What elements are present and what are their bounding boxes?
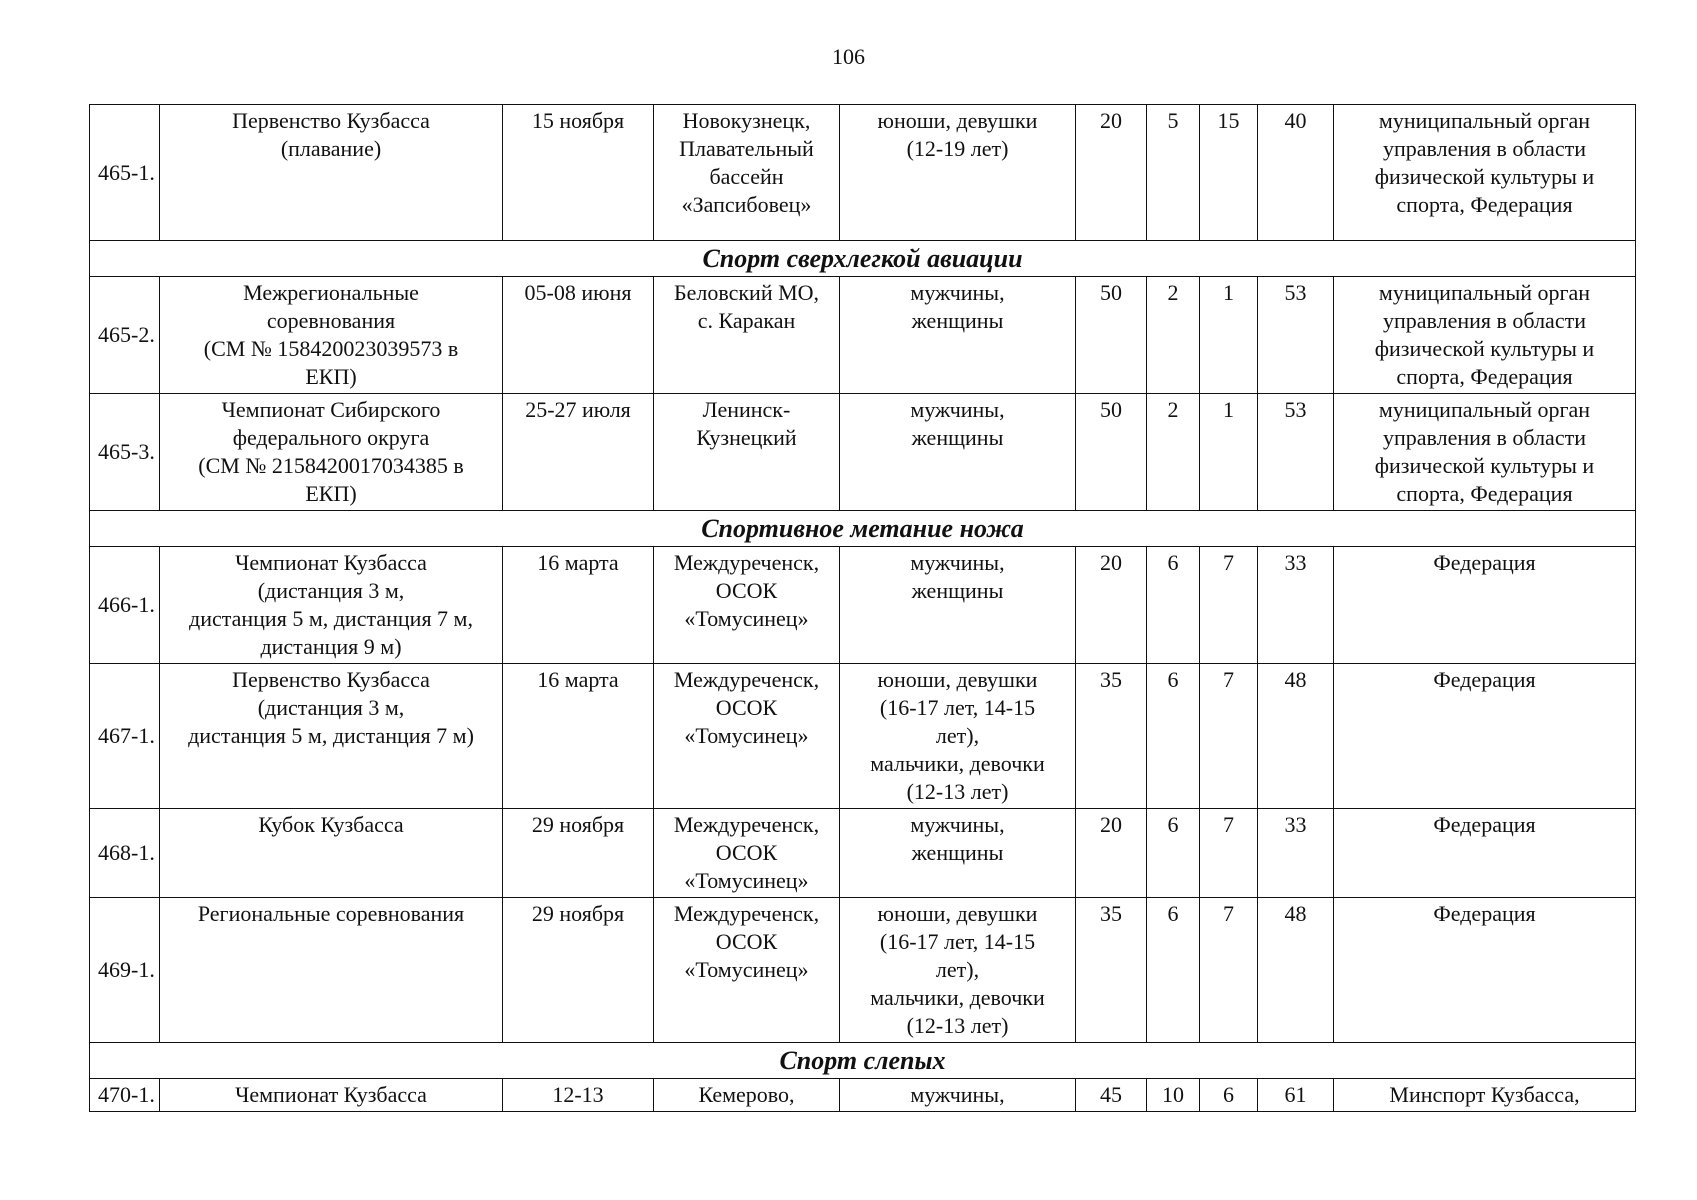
event-place-cell [654,105,840,241]
judges-count-cell: 6 [1147,547,1200,664]
event-name-cell [160,277,503,394]
table-row [90,277,1636,394]
judges-count-cell: 10 [1147,1079,1200,1112]
judges-count-cell: 2 [1147,394,1200,511]
cell-text-line: «Томусинец» [684,868,809,893]
cell-text-line: спорта, Федерация [1396,192,1573,217]
section-header-row [90,241,1636,277]
cell-text-line: управления в области [1383,425,1586,450]
cell-text-line: ОСОК [715,840,778,865]
participants-count-cell: 45 [1076,1079,1147,1112]
cell-text-line: мужчины, [910,1082,1005,1107]
cell-text-line: Первенство Кузбасса [232,667,430,692]
officials-count-cell: 7 [1200,898,1258,1043]
participants-count-cell: 35 [1076,898,1147,1043]
section-header-row [90,1043,1636,1079]
cell-text-line: «Томусинец» [684,723,809,748]
event-name-cell [160,898,503,1043]
cell-text-line: дистанция 5 м, дистанция 7 м) [188,723,474,748]
organizer-cell [1334,547,1636,664]
officials-count-cell: 15 [1200,105,1258,241]
participants-cell [840,277,1076,394]
cell-text-line: 25-27 июля [525,397,631,422]
cell-text-line: 15 ноября [531,108,625,133]
organizer-cell [1334,1079,1636,1112]
cell-text-line: муниципальный орган [1378,397,1591,422]
cell-text-line: с. Каракан [697,308,796,333]
cell-text-line: Федерация [1433,550,1536,575]
cell-text-line: женщины [911,578,1004,603]
cell-text-line: спорта, Федерация [1396,364,1573,389]
total-count-cell: 40 [1258,105,1334,241]
event-date-cell [503,394,654,511]
cell-text-line: «Томусинец» [684,606,809,631]
judges-count-cell: 5 [1147,105,1200,241]
cell-text-line: 16 марта [537,550,619,575]
judges-count-cell: 6 [1147,809,1200,898]
row-number-cell: 465-3. [90,394,160,511]
cell-text-line: Кемерово, [698,1082,795,1107]
event-date-cell [503,277,654,394]
cell-text-line: Минспорт Кузбасса, [1389,1082,1580,1107]
cell-text-line: мужчины, [910,280,1005,305]
cell-text-line: 05-08 июня [524,280,632,305]
cell-text-line: федерального округа [232,425,430,450]
table-row [90,394,1636,511]
section-header-row [90,511,1636,547]
section-title: Спорт сверхлегкой авиации [90,241,1636,277]
total-count-cell: 33 [1258,809,1334,898]
table-row [90,547,1636,664]
cell-text-line: (СМ № 158420023039573 в [203,336,459,361]
cell-text-line: (16-17 лет, 14-15 [879,929,1036,954]
cell-text-line: Межрегиональные [243,280,419,305]
cell-text-line: 12-13 [552,1082,604,1107]
cell-text-line: ОСОК [715,695,778,720]
participants-count-cell: 20 [1076,809,1147,898]
cell-text-line: 16 марта [537,667,619,692]
table-row [90,105,1636,241]
cell-text-line: Беловский МО, [673,280,820,305]
participants-cell [840,394,1076,511]
cell-text-line: (12-13 лет) [906,779,1009,804]
event-place-cell [654,809,840,898]
cell-text-line: мужчины, [910,812,1005,837]
cell-text-line: лет), [935,723,980,748]
event-date-cell [503,809,654,898]
cell-text-line: Чемпионат Кузбасса [235,550,427,575]
cell-text-line: (СМ № 2158420017034385 в [198,453,464,478]
event-date-cell [503,547,654,664]
organizer-cell [1334,809,1636,898]
cell-text-line: мужчины, [910,550,1005,575]
event-name-cell [160,105,503,241]
cell-text-line: муниципальный орган [1378,108,1591,133]
cell-text-line: Федерация [1433,812,1536,837]
events-table [89,104,1636,1112]
cell-text-line: женщины [911,425,1004,450]
cell-text-line: Чемпионат Кузбасса [235,1082,427,1107]
participants-cell [840,809,1076,898]
cell-text-line: «Запсибовец» [681,192,812,217]
row-number-cell: 465-1. [90,105,160,241]
organizer-cell [1334,277,1636,394]
organizer-cell [1334,898,1636,1043]
cell-text-line: лет), [935,957,980,982]
cell-text-line: 29 ноября [531,812,625,837]
participants-count-cell: 50 [1076,394,1147,511]
judges-count-cell: 2 [1147,277,1200,394]
event-name-cell [160,394,503,511]
cell-text-line: Кузнецкий [696,425,797,450]
table-row [90,809,1636,898]
cell-text-line: (дистанция 3 м, [257,578,405,603]
cell-text-line: юноши, девушки [877,108,1038,133]
cell-text-line: Первенство Кузбасса [232,108,430,133]
row-number-cell: 470-1. [90,1079,160,1112]
events-table-body [90,105,1636,1112]
event-date-cell [503,898,654,1043]
officials-count-cell: 1 [1200,394,1258,511]
event-name-cell [160,664,503,809]
total-count-cell: 53 [1258,394,1334,511]
cell-text-line: мужчины, [910,397,1005,422]
participants-count-cell: 50 [1076,277,1147,394]
cell-text-line: физической культуры и [1374,453,1595,478]
cell-text-line: Федерация [1433,667,1536,692]
officials-count-cell: 7 [1200,547,1258,664]
event-place-cell [654,277,840,394]
cell-text-line: Чемпионат Сибирского [221,397,441,422]
cell-text-line: дистанция 5 м, дистанция 7 м, [189,606,473,631]
event-name-cell [160,809,503,898]
cell-text-line: ОСОК [715,929,778,954]
cell-text-line: дистанция 9 м) [260,634,402,659]
total-count-cell: 48 [1258,664,1334,809]
cell-text-line: (12-13 лет) [906,1013,1009,1038]
event-name-cell [160,1079,503,1112]
participants-cell [840,1079,1076,1112]
cell-text-line: бассейн [709,164,784,189]
total-count-cell: 33 [1258,547,1334,664]
judges-count-cell: 6 [1147,898,1200,1043]
section-title: Спорт слепых [90,1043,1636,1079]
row-number-cell: 465-2. [90,277,160,394]
cell-text-line: женщины [911,840,1004,865]
cell-text-line: Плавательный [679,136,814,161]
cell-text-line: (плавание) [280,136,382,161]
event-place-cell [654,664,840,809]
organizer-cell [1334,664,1636,809]
event-place-cell [654,1079,840,1112]
cell-text-line: «Томусинец» [684,957,809,982]
cell-text-line: физической культуры и [1374,336,1595,361]
cell-text-line: управления в области [1383,136,1586,161]
total-count-cell: 61 [1258,1079,1334,1112]
event-name-cell [160,547,503,664]
participants-cell [840,105,1076,241]
judges-count-cell: 6 [1147,664,1200,809]
officials-count-cell: 1 [1200,277,1258,394]
table-row [90,664,1636,809]
cell-text-line: Междуреченск, [673,667,820,692]
cell-text-line: ЕКП) [305,364,357,389]
cell-text-line: Ленинск- [702,397,791,422]
cell-text-line: 29 ноября [531,901,625,926]
cell-text-line: юноши, девушки [877,901,1038,926]
cell-text-line: юноши, девушки [877,667,1038,692]
cell-text-line: Междуреченск, [673,901,820,926]
organizer-cell [1334,105,1636,241]
officials-count-cell: 6 [1200,1079,1258,1112]
cell-text-line: Федерация [1433,901,1536,926]
participants-count-cell: 20 [1076,105,1147,241]
cell-text-line: Новокузнецк, [682,108,811,133]
event-place-cell [654,898,840,1043]
row-number-cell: 467-1. [90,664,160,809]
event-place-cell [654,547,840,664]
cell-text-line: физической культуры и [1374,164,1595,189]
participants-count-cell: 35 [1076,664,1147,809]
cell-text-line: мальчики, девочки [870,751,1045,776]
total-count-cell: 48 [1258,898,1334,1043]
cell-text-line: Региональные соревнования [197,901,465,926]
cell-text-line: Кубок Кузбасса [258,812,404,837]
cell-text-line: (дистанция 3 м, [257,695,405,720]
row-number-cell: 469-1. [90,898,160,1043]
cell-text-line: (12-19 лет) [906,136,1009,161]
participants-count-cell: 20 [1076,547,1147,664]
organizer-cell [1334,394,1636,511]
page-number: 106 [832,44,865,69]
cell-text-line: женщины [911,308,1004,333]
officials-count-cell: 7 [1200,809,1258,898]
event-place-cell [654,394,840,511]
cell-text-line: мальчики, девочки [870,985,1045,1010]
cell-text-line: ЕКП) [305,481,357,506]
table-row [90,1079,1636,1112]
total-count-cell: 53 [1258,277,1334,394]
cell-text-line: муниципальный орган [1378,280,1591,305]
participants-cell [840,547,1076,664]
event-date-cell [503,105,654,241]
cell-text-line: Междуреченск, [673,812,820,837]
cell-text-line: спорта, Федерация [1396,481,1573,506]
row-number-cell: 466-1. [90,547,160,664]
section-title: Спортивное метание ножа [90,511,1636,547]
cell-text-line: управления в области [1383,308,1586,333]
cell-text-line: (16-17 лет, 14-15 [879,695,1036,720]
cell-text-line: ОСОК [715,578,778,603]
participants-cell [840,664,1076,809]
officials-count-cell: 7 [1200,664,1258,809]
row-number-cell: 468-1. [90,809,160,898]
participants-cell [840,898,1076,1043]
cell-text-line: соревнования [266,308,396,333]
cell-text-line: Междуреченск, [673,550,820,575]
table-row [90,898,1636,1043]
event-date-cell [503,1079,654,1112]
event-date-cell [503,664,654,809]
